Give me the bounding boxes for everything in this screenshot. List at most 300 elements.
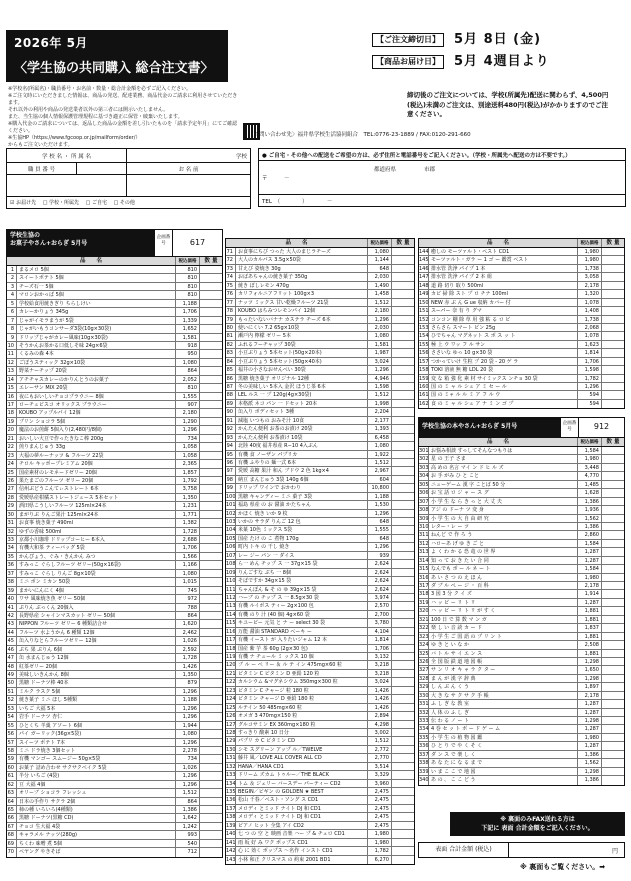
item-name: 黒糖 キャンディー ミニ 菓子 3袋 [236, 493, 368, 500]
quantity-field[interactable] [602, 641, 624, 648]
title-year: 2026年 5月 [14, 36, 88, 50]
quantity-field[interactable] [392, 653, 414, 660]
quantity-field[interactable] [602, 375, 624, 382]
quantity-field[interactable] [602, 607, 624, 614]
item-price: 1,980 [578, 574, 602, 581]
quantity-field[interactable] [392, 805, 414, 812]
quantity-field[interactable] [602, 759, 624, 766]
quantity-field[interactable] [200, 814, 222, 821]
quantity-field[interactable] [602, 709, 624, 716]
quantity-field[interactable] [200, 781, 222, 788]
quantity-field[interactable] [602, 751, 624, 758]
check-other[interactable]: □ その他 [113, 200, 135, 206]
item-price: 1,080 [176, 359, 200, 366]
table-row [7, 359, 222, 367]
quantity-field[interactable] [392, 383, 414, 390]
back-note: ※ 裏面もご覧ください。➡ [520, 863, 606, 871]
quantity-field[interactable] [392, 695, 414, 702]
quantity-field[interactable] [200, 291, 222, 298]
table-row [419, 447, 624, 455]
item-number: 335 [419, 734, 429, 741]
quantity-field[interactable] [200, 654, 222, 661]
total-input[interactable] [509, 843, 612, 857]
quantity-field[interactable] [392, 282, 414, 289]
quantity-field[interactable] [392, 484, 414, 491]
quantity-field[interactable] [200, 831, 222, 838]
quantity-field[interactable] [392, 391, 414, 398]
item-number: 162 [419, 400, 429, 407]
quantity-field[interactable] [602, 307, 624, 314]
quantity-field[interactable] [392, 704, 414, 711]
quantity-field[interactable] [200, 393, 222, 400]
quantity-field[interactable] [200, 629, 222, 636]
pref-label: 都道府県 [374, 167, 397, 173]
quantity-field[interactable] [392, 417, 414, 424]
item-number: 312 [419, 540, 429, 547]
item-name: 万能 醤油 STANDARD ベーキ ー [236, 628, 368, 635]
school-field[interactable] [127, 149, 251, 163]
quantity-field[interactable] [200, 409, 222, 416]
quantity-field[interactable] [602, 391, 624, 398]
item-number: 320 [419, 608, 429, 615]
quantity-field[interactable] [392, 822, 414, 829]
quantity-field[interactable] [200, 376, 222, 383]
item-number: 326 [419, 658, 429, 665]
quantity-field[interactable] [392, 687, 414, 694]
quantity-field[interactable] [200, 840, 222, 847]
item-name: あ な た に な る ま で [429, 759, 578, 766]
quantity-field[interactable] [200, 342, 222, 349]
quantity-field[interactable] [200, 679, 222, 686]
quantity-field[interactable] [200, 367, 222, 374]
quantity-field[interactable] [602, 273, 624, 280]
table-row [419, 523, 624, 531]
quantity-field[interactable] [602, 734, 624, 741]
item-price: 918 [176, 342, 200, 349]
quantity-field[interactable] [392, 518, 414, 525]
quantity-field[interactable] [200, 469, 222, 476]
quantity-field[interactable] [200, 418, 222, 425]
quantity-field[interactable] [602, 324, 624, 331]
quantity-field[interactable] [602, 383, 624, 390]
quantity-field[interactable] [602, 540, 624, 547]
item-number: 38 [7, 578, 17, 585]
item-price: 2,178 [578, 282, 602, 289]
quantity-field[interactable] [392, 619, 414, 626]
quantity-field[interactable] [200, 722, 222, 729]
quantity-field[interactable] [602, 574, 624, 581]
quantity-field[interactable] [200, 789, 222, 796]
table-row [226, 510, 414, 518]
staff-number-field[interactable] [77, 163, 127, 175]
quantity-field[interactable] [602, 498, 624, 505]
quantity-field[interactable] [200, 646, 222, 653]
note-line: からもご注文いただけます。 [8, 142, 73, 148]
quantity-field[interactable] [200, 502, 222, 509]
quantity-field[interactable] [200, 266, 222, 273]
item-number: 79 [226, 316, 236, 323]
quantity-field[interactable] [392, 746, 414, 753]
quantity-field[interactable] [602, 700, 624, 707]
quantity-field[interactable] [392, 265, 414, 272]
quantity-field[interactable] [392, 602, 414, 609]
quantity-field[interactable] [602, 658, 624, 665]
quantity-field[interactable] [200, 730, 222, 737]
quantity-field[interactable] [200, 561, 222, 568]
item-number: 93 [226, 434, 236, 441]
school-label: 学 校 名 ・ 所 属 名 [7, 149, 127, 163]
quantity-field[interactable] [602, 616, 624, 623]
item-name: キャラメル ナッツ(280g) [17, 831, 176, 838]
quantity-field[interactable] [392, 425, 414, 432]
quantity-field[interactable] [392, 847, 414, 854]
quantity-field[interactable] [392, 839, 414, 846]
quantity-field[interactable] [392, 645, 414, 652]
quantity-field[interactable] [392, 256, 414, 263]
quantity-field[interactable] [392, 569, 414, 576]
quantity-field[interactable] [392, 856, 414, 864]
item-number: 134 [226, 780, 236, 787]
quantity-field[interactable] [200, 308, 222, 315]
quantity-field[interactable] [200, 637, 222, 644]
tel-field[interactable]: TEL （ ） － [259, 195, 626, 207]
quantity-field[interactable] [200, 443, 222, 450]
item-name: じゃがイモラまうが 5袋 [17, 317, 176, 324]
quantity-field[interactable] [392, 788, 414, 795]
item-price: 2,624 [368, 560, 392, 567]
quantity-field[interactable] [602, 341, 624, 348]
quantity-field[interactable] [602, 531, 624, 538]
quantity-field[interactable] [200, 705, 222, 712]
quantity-field[interactable] [392, 670, 414, 677]
quantity-field[interactable] [602, 265, 624, 272]
item-price: 1,512 [368, 459, 392, 466]
quantity-field[interactable] [200, 435, 222, 442]
quantity-field[interactable] [200, 283, 222, 290]
quantity-field[interactable] [602, 290, 624, 297]
quantity-field[interactable] [392, 273, 414, 280]
address-field[interactable] [259, 161, 626, 195]
quantity-field[interactable] [200, 460, 222, 467]
item-number: 122 [226, 679, 236, 686]
quantity-field[interactable] [602, 666, 624, 673]
quantity-field[interactable] [200, 570, 222, 577]
quantity-field[interactable] [392, 510, 414, 517]
quantity-field[interactable] [602, 717, 624, 724]
item-name: 国 の ミャ ル ル ミ ア フ ル ウ [429, 391, 578, 398]
item-price: 1,026 [176, 637, 200, 644]
quantity-field[interactable] [392, 763, 414, 770]
quantity-field[interactable] [200, 511, 222, 518]
item-name: 小豆ぶりょう 5本セット(50g×40本) [236, 358, 368, 365]
quantity-field[interactable] [392, 721, 414, 728]
item-name: ぷりん ぷっくん 20個入 [17, 604, 176, 611]
quantity-field[interactable] [200, 764, 222, 771]
quantity-field[interactable] [392, 434, 414, 441]
quantity-field[interactable] [200, 848, 222, 856]
customer-form [6, 148, 251, 209]
delivery-value: 5月 4週目より [454, 54, 550, 69]
item-price: 1,166 [176, 561, 200, 568]
quantity-field[interactable] [392, 560, 414, 567]
item-number: 147 [419, 274, 429, 281]
quantity-field[interactable] [602, 768, 624, 775]
quantity-field[interactable] [392, 535, 414, 542]
quantity-field[interactable] [392, 349, 414, 356]
item-price: 2,030 [368, 324, 392, 331]
quantity-field[interactable] [602, 464, 624, 471]
table-row [419, 332, 624, 340]
item-name: 福井の小さなおせんべい 30袋 [236, 366, 368, 373]
quantity-field[interactable] [392, 375, 414, 382]
quantity-field[interactable] [200, 806, 222, 813]
quantity-field[interactable] [392, 712, 414, 719]
item-number: 319 [419, 599, 429, 606]
quantity-field[interactable] [602, 582, 624, 589]
item-price: 2,967 [368, 467, 392, 474]
quantity-field[interactable] [200, 528, 222, 535]
quantity-field[interactable] [200, 798, 222, 805]
quantity-field[interactable] [200, 350, 222, 357]
quantity-field[interactable] [392, 476, 414, 483]
quantity-field[interactable] [602, 299, 624, 306]
quantity-field[interactable] [602, 725, 624, 732]
quantity-field[interactable] [392, 813, 414, 820]
item-number: 330 [419, 692, 429, 699]
quantity-field[interactable] [602, 650, 624, 657]
quantity-field[interactable] [200, 739, 222, 746]
quantity-field[interactable] [602, 624, 624, 631]
item-number: 80 [226, 324, 236, 331]
quantity-field[interactable] [392, 341, 414, 348]
quantity-field[interactable] [392, 366, 414, 373]
quantity-field[interactable] [200, 300, 222, 307]
quantity-field[interactable] [200, 772, 222, 779]
item-name: ゆずの香味 500ml [17, 528, 176, 535]
quantity-field[interactable] [200, 401, 222, 408]
quantity-field[interactable] [392, 459, 414, 466]
quantity-field[interactable] [392, 780, 414, 787]
quantity-field[interactable] [602, 523, 624, 530]
quantity-field[interactable] [200, 696, 222, 703]
name-field[interactable] [127, 175, 251, 197]
item-name: 黒糖 ドーナツ(黒糖 CD) [17, 814, 176, 821]
yen-unit: 円 [612, 847, 619, 855]
quantity-field[interactable] [602, 683, 624, 690]
item-name: ワサ 風味焼き魚 ゼリー 50個 [17, 595, 176, 602]
quantity-field[interactable] [392, 754, 414, 761]
table-row [7, 536, 222, 544]
item-number: 3 [7, 283, 17, 290]
quantity-field[interactable] [200, 713, 222, 720]
item-price: 1,296 [368, 366, 392, 373]
quantity-field[interactable] [602, 472, 624, 479]
quantity-field[interactable] [200, 494, 222, 501]
quantity-field[interactable] [602, 675, 624, 682]
item-price: 1,914 [578, 590, 602, 597]
item-number: 124 [226, 696, 236, 703]
food-table [225, 238, 415, 865]
check-delivery[interactable]: ☑ お届け先 [10, 200, 37, 206]
item-number: 73 [226, 265, 236, 272]
quantity-field[interactable] [392, 830, 414, 837]
quantity-field[interactable] [392, 324, 414, 331]
quantity-field[interactable] [602, 316, 624, 323]
quantity-field[interactable] [602, 332, 624, 339]
item-number: 50 [7, 679, 17, 686]
quantity-field[interactable] [392, 543, 414, 550]
quantity-field[interactable] [392, 628, 414, 635]
quantity-field[interactable] [602, 366, 624, 373]
quantity-field[interactable] [392, 586, 414, 593]
quantity-field[interactable] [602, 599, 624, 606]
code-value: 617 [172, 230, 222, 256]
quantity-field[interactable] [392, 307, 414, 314]
quantity-field[interactable] [200, 578, 222, 585]
quantity-field[interactable] [200, 553, 222, 560]
quantity-field[interactable] [392, 737, 414, 744]
quantity-field[interactable] [200, 747, 222, 754]
item-price: 3,024 [368, 678, 392, 685]
quantity-field[interactable] [392, 771, 414, 778]
quantity-field[interactable] [392, 552, 414, 559]
item-name: 愛媛県産柑橘ストレートジュース 5本セット [17, 494, 176, 501]
books-list-title-row [418, 417, 625, 437]
quantity-field[interactable] [602, 349, 624, 356]
table-row [419, 607, 624, 615]
code-label: 企画番号 [154, 230, 172, 256]
quantity-field[interactable] [392, 400, 414, 407]
item-price: 1,058 [176, 452, 200, 459]
quantity-field[interactable] [602, 256, 624, 263]
quantity-field[interactable] [392, 248, 414, 255]
quantity-field[interactable] [392, 636, 414, 643]
quantity-field[interactable] [392, 796, 414, 803]
quantity-field[interactable] [200, 485, 222, 492]
quantity-field[interactable] [392, 661, 414, 668]
quantity-field[interactable] [200, 612, 222, 619]
quantity-field[interactable] [200, 334, 222, 341]
check-school[interactable]: □ 学校・所属先 [42, 200, 80, 206]
item-number: 301 [419, 448, 429, 454]
quantity-field[interactable] [602, 692, 624, 699]
quantity-field[interactable] [200, 452, 222, 459]
quantity-field[interactable] [392, 332, 414, 339]
quantity-field[interactable] [392, 577, 414, 584]
summary-banner [450, 812, 625, 836]
quantity-field[interactable] [200, 426, 222, 433]
item-name: ドリップじゃがカレー風味(10g×30袋) [17, 334, 176, 341]
quantity-field[interactable] [602, 358, 624, 365]
quantity-field[interactable] [602, 481, 624, 488]
item-name: 煎りまんじゅう 33g [17, 443, 176, 450]
quantity-field[interactable] [602, 565, 624, 572]
quantity-field[interactable] [392, 299, 414, 306]
quantity-field[interactable] [392, 526, 414, 533]
quantity-field[interactable] [602, 400, 624, 408]
quantity-field[interactable] [392, 451, 414, 458]
item-price: 1,386 [578, 523, 602, 530]
quantity-field[interactable] [392, 594, 414, 601]
quantity-field[interactable] [200, 384, 222, 391]
quantity-field[interactable] [392, 729, 414, 736]
table-row [7, 544, 222, 552]
quantity-field[interactable] [602, 557, 624, 564]
quantity-field[interactable] [200, 663, 222, 670]
item-name: ちくわ 味噌 煮 5個 [17, 840, 176, 847]
quantity-field[interactable] [200, 536, 222, 543]
quantity-field[interactable] [392, 467, 414, 474]
quantity-field[interactable] [602, 248, 624, 255]
item-number: 120 [226, 662, 236, 669]
quantity-field[interactable] [602, 776, 624, 784]
table-row [7, 755, 222, 763]
quantity-field[interactable] [392, 611, 414, 618]
quantity-field[interactable] [200, 755, 222, 762]
quantity-field[interactable] [200, 477, 222, 484]
quantity-field[interactable] [602, 742, 624, 749]
quantity-field[interactable] [602, 489, 624, 496]
item-number: 305 [419, 481, 429, 488]
quantity-field[interactable] [602, 633, 624, 640]
table-row [419, 299, 624, 307]
item-number: 45 [7, 637, 17, 644]
quantity-field[interactable] [200, 544, 222, 551]
item-name: ふ し ぎ な 教 室 [429, 700, 578, 707]
quantity-field[interactable] [392, 316, 414, 323]
quantity-field[interactable] [200, 595, 222, 602]
quantity-field[interactable] [602, 282, 624, 289]
quantity-field[interactable] [200, 317, 222, 324]
quantity-field[interactable] [392, 493, 414, 500]
quantity-field[interactable] [200, 671, 222, 678]
staff-number-boxes[interactable] [7, 175, 127, 197]
quantity-field[interactable] [200, 325, 222, 332]
quantity-field[interactable] [200, 823, 222, 830]
quantity-field[interactable] [200, 519, 222, 526]
goods-table [418, 238, 625, 409]
quantity-field[interactable] [602, 447, 624, 454]
quantity-field[interactable] [392, 501, 414, 508]
quantity-field[interactable] [392, 358, 414, 365]
table-row [7, 469, 222, 477]
quantity-field[interactable] [392, 290, 414, 297]
item-number: 28 [7, 494, 17, 501]
quantity-field[interactable] [602, 506, 624, 513]
quantity-field[interactable] [200, 688, 222, 695]
item-number: 77 [226, 299, 236, 306]
item-name: パイ ガーリック(36g×5袋) [17, 730, 176, 737]
quantity-field[interactable] [602, 515, 624, 522]
quantity-field[interactable] [392, 442, 414, 449]
item-price: 2,770 [368, 754, 392, 761]
quantity-field[interactable] [392, 678, 414, 685]
quantity-field[interactable] [602, 455, 624, 462]
table-row [226, 299, 414, 307]
table-row [7, 578, 222, 586]
quantity-field[interactable] [602, 548, 624, 555]
quantity-field[interactable] [602, 590, 624, 597]
item-price: 2,030 [368, 273, 392, 280]
quantity-field[interactable] [392, 408, 414, 415]
quantity-field[interactable] [200, 620, 222, 627]
quantity-field[interactable] [200, 274, 222, 281]
quantity-field[interactable] [200, 604, 222, 611]
check-home[interactable]: □ ご自宅 [85, 200, 107, 206]
quantity-field[interactable] [200, 587, 222, 594]
quantity-field[interactable] [200, 359, 222, 366]
item-number: 48 [7, 663, 17, 670]
